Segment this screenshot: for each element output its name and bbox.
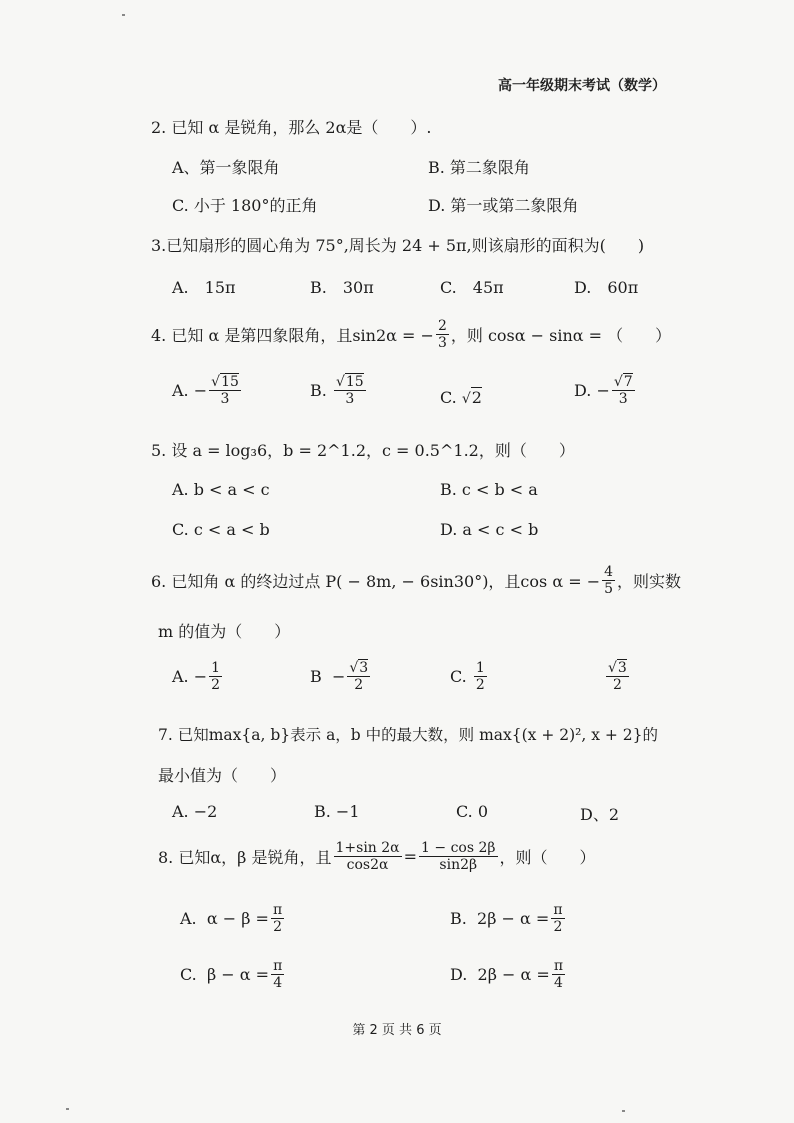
q6-c-num: 1 xyxy=(475,660,485,676)
q4-b-num: √15 xyxy=(335,374,364,390)
question-3-option-b: B. 30π xyxy=(310,278,374,297)
scan-speck xyxy=(66,1108,69,1110)
q4-a-fraction xyxy=(209,374,241,407)
q8-b-den: 2 xyxy=(553,919,563,936)
question-3-stem: 3.已知扇形的圆心角为 75°,周长为 24 + 5π,则该扇形的面积为( ) xyxy=(151,236,645,255)
q6-a-label: A. xyxy=(172,667,189,687)
question-7-option-a: A. −2 xyxy=(172,802,218,821)
question-7-option-c: C. 0 xyxy=(456,802,489,821)
question-4-option-d xyxy=(574,374,637,407)
q4-a-radicand: 15 xyxy=(221,374,239,390)
question-5-option-a: A. b < a < c xyxy=(172,480,270,499)
question-6-stem-line2: m 的值为（ ） xyxy=(158,622,291,641)
q6-b-num: √3 xyxy=(349,660,369,676)
question-4-option-a xyxy=(172,374,243,407)
q4-d-den: 3 xyxy=(618,391,628,408)
question-6-option-d xyxy=(604,660,631,693)
q6-d-fraction xyxy=(606,660,629,693)
q8-a-fraction xyxy=(271,902,284,935)
question-8-option-d xyxy=(450,958,567,991)
question-5-option-c: C. c < a < b xyxy=(172,520,270,539)
question-2-option-a: A、第一象限角 xyxy=(172,158,280,177)
question-3-option-c: C. 45π xyxy=(440,278,504,297)
question-6-stem-tail: ，则实数 xyxy=(617,572,682,592)
question-7-stem-line2: 最小值为（ ） xyxy=(158,766,287,785)
q8-d-num: π xyxy=(553,958,564,974)
question-7-option-d: D、2 xyxy=(580,805,620,824)
question-6-option-b xyxy=(310,660,372,693)
q8-d-den: 4 xyxy=(553,975,563,992)
q8-right-num: 1 − cos 2β xyxy=(421,840,496,856)
question-7-stem: 7. 已知max{a, b}表示 a，b 中的最大数，则 max{(x + 2)², x + 2}的 xyxy=(158,726,659,744)
question-6-fraction xyxy=(602,564,615,597)
q6-d-radicand: 3 xyxy=(617,660,627,676)
q4-c-label: C. xyxy=(440,388,457,407)
q8-d-label: D. xyxy=(450,965,468,985)
q6-c-fraction xyxy=(474,660,487,693)
q6-c-den: 2 xyxy=(475,677,485,694)
q4-a-den: 3 xyxy=(220,391,230,408)
q4-d-sign: − xyxy=(596,381,610,401)
q6-frac-num: 4 xyxy=(604,564,614,580)
q8-d-expr: 2β − α = xyxy=(477,965,550,985)
q4-d-label: D. xyxy=(574,381,592,401)
q4-a-label: A. xyxy=(172,381,189,401)
exam-header: 高一年级期末考试（数学） xyxy=(498,78,666,94)
q4-b-fraction xyxy=(334,374,366,407)
question-8-option-a xyxy=(180,902,286,935)
question-5-option-b: B. c < b < a xyxy=(440,480,538,499)
q8-c-label: C. xyxy=(180,965,197,985)
q4-b-label: B. xyxy=(310,381,327,401)
q8-a-num: π xyxy=(272,902,283,918)
question-2-option-b: B. 第二象限角 xyxy=(428,158,530,177)
q8-left-den: cos2α xyxy=(346,857,389,874)
q6-frac-den: 5 xyxy=(604,581,614,598)
question-2-option-c: C. 小于 180°的正角 xyxy=(172,196,318,215)
q4-b-den: 3 xyxy=(345,391,355,408)
q8-b-label: B. xyxy=(450,909,467,929)
question-6-option-c xyxy=(450,660,489,693)
q4-a-num: √15 xyxy=(211,374,239,390)
q4-d-num: √7 xyxy=(613,374,633,390)
q4-a-sign: − xyxy=(193,381,208,401)
q4-c-radicand: 2 xyxy=(471,388,482,407)
question-2-stem: 2. 已知 α 是锐角，那么 2α是（ ）. xyxy=(151,118,432,137)
q4-b-radicand: 15 xyxy=(345,374,364,390)
q8-c-num: π xyxy=(273,958,283,974)
question-8-option-c xyxy=(180,958,286,991)
question-4-stem-tail: ，则 cosα − sinα = （ ） xyxy=(450,326,672,346)
question-4-option-b xyxy=(310,374,368,407)
question-8-stem-tail: ，则（ ） xyxy=(499,848,596,868)
q8-a-expr: α − β = xyxy=(206,909,269,929)
q8-b-fraction xyxy=(551,902,564,935)
q8-left-num: 1+sin 2α xyxy=(335,840,400,856)
q4-frac-num: 2 xyxy=(437,318,447,334)
q6-b-label: B xyxy=(310,667,322,687)
question-4-fraction xyxy=(436,318,449,351)
page-footer: 第 2 页 共 6 页 xyxy=(352,1023,442,1038)
question-5-stem: 5. 设 a = log₃6，b = 2^1.2，c = 0.5^1.2，则（ ） xyxy=(151,441,575,460)
q8-right-fraction xyxy=(419,840,497,873)
question-6-stem-text: 6. 已知角 α 的终边过点 P( − 8m, − 6sin30°)，且cos α = − xyxy=(151,572,601,592)
q6-c-label: C. xyxy=(450,667,467,687)
q6-b-radicand: 3 xyxy=(359,660,369,676)
question-3-option-a: A. 15π xyxy=(172,278,236,297)
question-4-option-c: C. √2 xyxy=(440,388,482,407)
q6-d-num: √3 xyxy=(608,660,627,676)
q8-equals: = xyxy=(403,847,418,867)
q8-right-den: sin2β xyxy=(439,857,478,874)
q6-a-den: 2 xyxy=(211,677,221,694)
question-8-stem-text: 8. 已知α，β 是锐角，且 xyxy=(158,848,332,868)
q6-a-fraction xyxy=(209,660,222,693)
q6-a-sign: − xyxy=(193,667,208,687)
question-7-option-b: B. −1 xyxy=(314,802,360,821)
q8-b-expr: 2β − α = xyxy=(477,909,550,929)
q4-d-fraction xyxy=(612,374,635,407)
question-4-stem xyxy=(151,318,671,351)
scan-speck xyxy=(622,1110,625,1112)
question-8-stem xyxy=(158,840,596,873)
q8-left-fraction xyxy=(334,840,402,873)
question-4-stem-text: 4. 已知 α 是第四象限角，且sin2α = − xyxy=(151,326,434,346)
q6-d-den: 2 xyxy=(612,677,622,694)
question-3-option-d: D. 60π xyxy=(574,278,639,297)
question-6-stem xyxy=(151,564,681,597)
q8-c-expr: β − α = xyxy=(206,965,270,985)
q8-b-num: π xyxy=(553,902,563,918)
q8-a-label: A. xyxy=(180,909,197,929)
question-5-option-d: D. a < c < b xyxy=(440,520,539,539)
q6-b-fraction xyxy=(347,660,370,693)
q8-a-den: 2 xyxy=(273,919,282,936)
q6-a-num: 1 xyxy=(211,660,221,676)
q6-b-sign: − xyxy=(331,667,346,687)
question-6-option-a xyxy=(172,660,224,693)
q8-d-fraction xyxy=(552,958,565,991)
q4-d-radicand: 7 xyxy=(623,374,633,390)
question-2-option-d: D. 第一或第二象限角 xyxy=(428,196,579,215)
question-8-option-b xyxy=(450,902,567,935)
q6-b-den: 2 xyxy=(354,677,364,694)
q4-frac-den: 3 xyxy=(437,335,447,352)
q8-c-den: 4 xyxy=(273,975,283,992)
q8-c-fraction xyxy=(271,958,284,991)
scan-speck xyxy=(122,14,125,16)
